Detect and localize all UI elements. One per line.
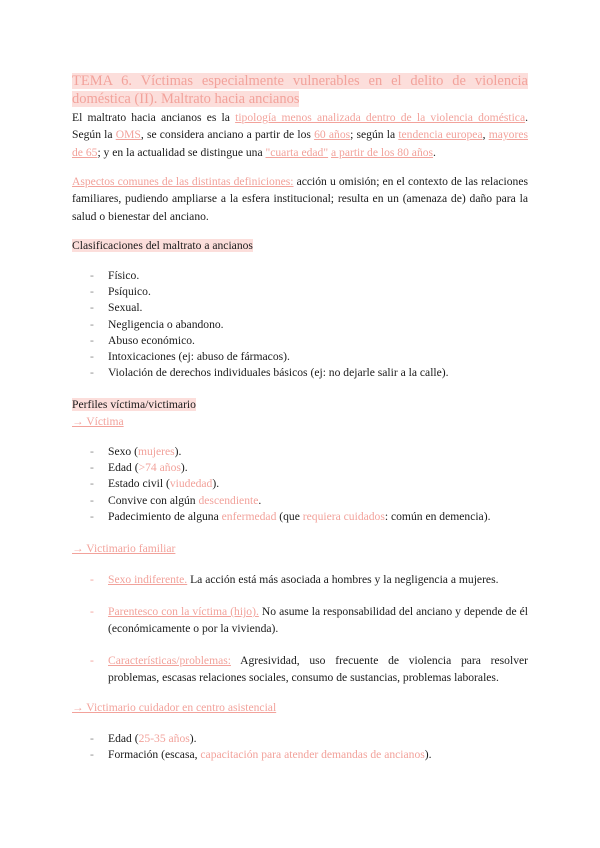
list-item: - Violación de derechos individuales básicos (ej: no dejarle salir a la calle). (90, 365, 528, 381)
list-item: - Abuso económico. (90, 333, 528, 349)
classification-heading: Clasificaciones del maltrato a ancianos (72, 239, 253, 252)
list-item: - Negligencia o abandono. (90, 317, 528, 333)
page-title: TEMA 6. Víctimas especialmente vulnerables en el delito de violencia doméstica (II). Maltrato hacia ancianos (72, 73, 528, 107)
list-item: - Formación (escasa, capacitación para atender demandas de ancianos). (90, 747, 528, 763)
list-item: - Convive con algún descendiente. (90, 493, 528, 509)
carer-heading: → Victimario cuidador en centro asistencial (72, 701, 277, 714)
profiles-heading: Perfiles víctima/victimario (72, 398, 196, 411)
victim-list (90, 444, 528, 525)
list-item: - Intoxicaciones (ej: abuso de fármacos). (90, 349, 528, 365)
list-item: - Sexual. (90, 300, 528, 316)
carer-list (90, 731, 528, 763)
victim-heading: → Víctima (72, 415, 124, 428)
family-heading: → Victimario familiar (72, 542, 176, 555)
family-caracteristicas-item: - Características/problemas: Agresividad, uso frecuente de violencia para resolver problemas, escasas relaciones sociales, consumo de sustancias, problemas laborales. (90, 654, 528, 684)
list-item: - Sexo (mujeres). (90, 444, 528, 460)
list-item: - Estado civil (viudedad). (90, 476, 528, 492)
family-sexo-item: - Sexo indiferente. La acción está más asociada a hombres y la negligencia a mujeres. (90, 573, 499, 586)
classification-list (90, 268, 528, 381)
list-item: - Edad (>74 años). (90, 460, 528, 476)
family-parentesco-item: - Parentesco con la víctima (hijo). No asume la responsabilidad del anciano y depende de él (económicamente o por la vivienda). (90, 605, 528, 635)
aspects-paragraph: Aspectos comunes de las distintas definiciones: acción u omisión; en el contexto de las relaciones familiares, pudiendo ampliarse a la esfera institucional; resulta en un (amenaza de) daño para la salud o bienestar del anciano. (72, 175, 528, 223)
list-item: - Físico. (90, 268, 528, 284)
list-item: - Edad (25-35 años). (90, 731, 528, 747)
list-item: - Padecimiento de alguna enfermedad (que requiera cuidados: común en demencia). (90, 509, 528, 525)
intro-paragraph: El maltrato hacia ancianos es la tipología menos analizada dentro de la violencia doméstica. Según la OMS, se considera anciano a partir de los 60 años; según la tendencia europea, mayores de 65; y en la actualidad se distingue una "cuarta edad" a partir de los 80 años. (72, 111, 528, 159)
list-item: - Psíquico. (90, 284, 528, 300)
